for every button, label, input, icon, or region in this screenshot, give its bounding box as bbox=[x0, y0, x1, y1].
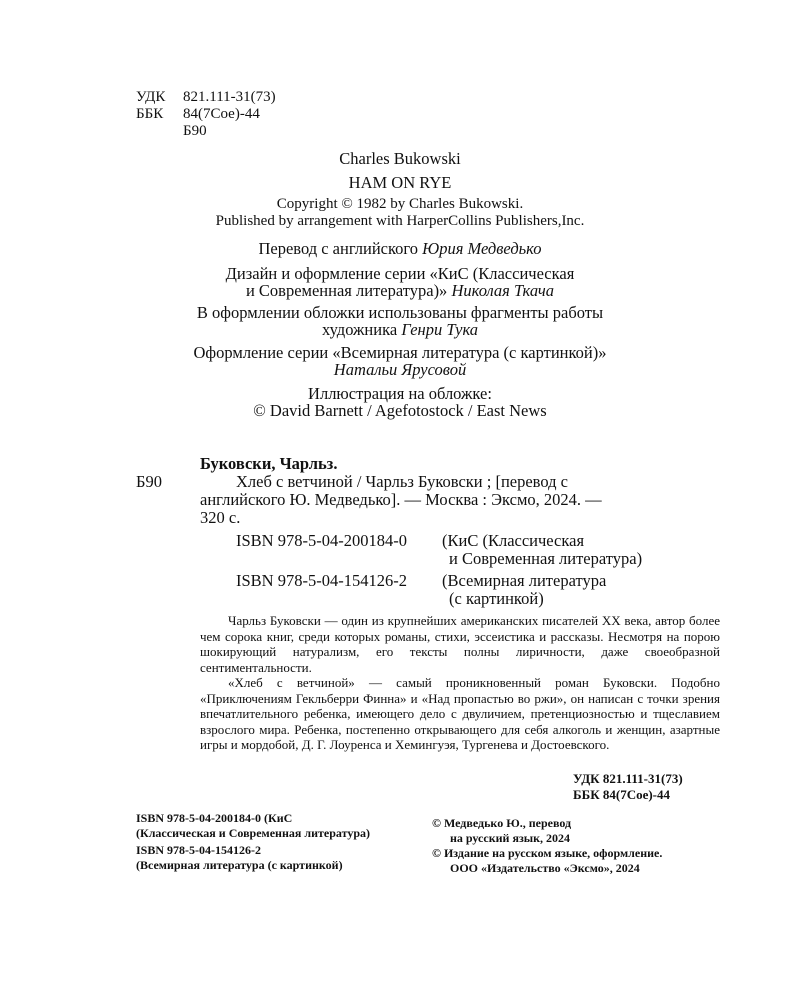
catalog-entry-line-1: Хлеб с ветчиной / Чарльз Буковски ; [перевод с bbox=[236, 472, 568, 491]
illustration-label: Иллюстрация на обложке: bbox=[308, 384, 492, 403]
annotation bbox=[200, 613, 720, 753]
cover-artist-name: Генри Тука bbox=[401, 320, 479, 339]
catalog-isbn-1-series-2: и Современная литература) bbox=[449, 549, 643, 568]
published-line: Published by arrangement with HarperCollins Publishers,Inc. bbox=[215, 213, 585, 229]
footer-isbn-2-series: (Всемирная литература (с картинкой) bbox=[136, 858, 343, 872]
illustration-credit: © David Barnett / Agefotostock / East News bbox=[253, 401, 547, 420]
translator-name: Юрия Медведько bbox=[422, 239, 542, 258]
design-line-1: Дизайн и оформление серии «КиС (Классическая bbox=[225, 264, 575, 283]
original-title: HAM ON RYE bbox=[348, 173, 452, 192]
original-author: Charles Bukowski bbox=[339, 149, 461, 168]
catalog-isbn-1-series-1: (КиС (Классическая bbox=[442, 531, 585, 550]
annotation-bbk: ББК 84(7Сое)-44 bbox=[573, 787, 671, 802]
copyright-line: Copyright © 1982 by Charles Bukowski. bbox=[276, 196, 524, 212]
footer-copyright-translation-2: на русский язык, 2024 bbox=[450, 831, 571, 845]
series-designer: Натальи Ярусовой bbox=[333, 360, 467, 379]
catalog-heading: Буковски, Чарльз. bbox=[200, 454, 338, 473]
udk-label: УДК bbox=[136, 89, 166, 105]
bbk-value: 84(7Сое)-44 bbox=[183, 106, 260, 122]
footer-copyright-edition-1: © Издание на русском языке, оформление. bbox=[432, 846, 663, 860]
catalog-entry-line-3: 320 с. bbox=[200, 508, 241, 527]
footer-copyright-translation-1: © Медведько Ю., перевод bbox=[432, 816, 572, 830]
footer-isbn-2: ISBN 978-5-04-154126-2 bbox=[136, 843, 261, 857]
annotation-paragraph-2: «Хлеб с ветчиной» — самый проникновенный роман Буковски. Подобно «Приключениям Гекльберри Финна» и «Над пропастью во ржи», он написан с точки зрения впечатлительного ребенка, имеющего дело с двуличием, претенциозностью и тщеславием взрослого мира. Ребенка, постепенно открывающего для себя алкоголь и женщин, азартные игры и мордобой, Д. Г. Лоуренса и Хемингуэя, Тургенева и Достоевского. bbox=[200, 675, 720, 752]
annotation-paragraph-1: Чарльз Буковски — один из крупнейших американских писателей XX века, автор более чем сорока книг, среди которых романы, стихи, эссеистика и рассказы. Несмотря на порою шокирующий натурализм, его тексты полны лиричности, даже своеобразной сентиментальности. bbox=[200, 613, 720, 675]
cover-line-1: В оформлении обложки использованы фрагменты работы bbox=[196, 303, 604, 322]
footer-isbn-1-series: (Классическая и Современная литература) bbox=[136, 826, 371, 840]
catalog-isbn-1: ISBN 978-5-04-200184-0 bbox=[236, 531, 407, 550]
catalog-entry-line-2: английского Ю. Медведько]. — Москва : Эксмо, 2024. — bbox=[200, 490, 602, 509]
catalog-isbn-2: ISBN 978-5-04-154126-2 bbox=[236, 571, 407, 590]
series-line-1: Оформление серии «Всемирная литература (с картинкой)» bbox=[193, 343, 607, 362]
footer-isbn-1: ISBN 978-5-04-200184-0 (КиС bbox=[136, 811, 293, 825]
annotation-udk: УДК 821.111-31(73) bbox=[573, 771, 683, 786]
cover-line-2: художника Генри Тука bbox=[321, 320, 479, 339]
catalog-isbn-2-series-1: (Всемирная литература bbox=[442, 571, 607, 590]
catalog-isbn-2-series-2: (с картинкой) bbox=[449, 589, 544, 608]
designer-name: Николая Ткача bbox=[451, 281, 555, 300]
design-line-2: и Современная литература)» Николая Ткача bbox=[245, 281, 555, 300]
author-mark: Б90 bbox=[183, 123, 207, 139]
udk-value: 821.111-31(73) bbox=[183, 89, 276, 105]
footer-copyright-edition-2: ООО «Издательство «Эксмо», 2024 bbox=[450, 861, 640, 875]
bbk-label: ББК bbox=[136, 106, 164, 122]
translation-line: Перевод с английского Юрия Медведько bbox=[258, 239, 542, 258]
catalog-mark: Б90 bbox=[136, 472, 162, 491]
